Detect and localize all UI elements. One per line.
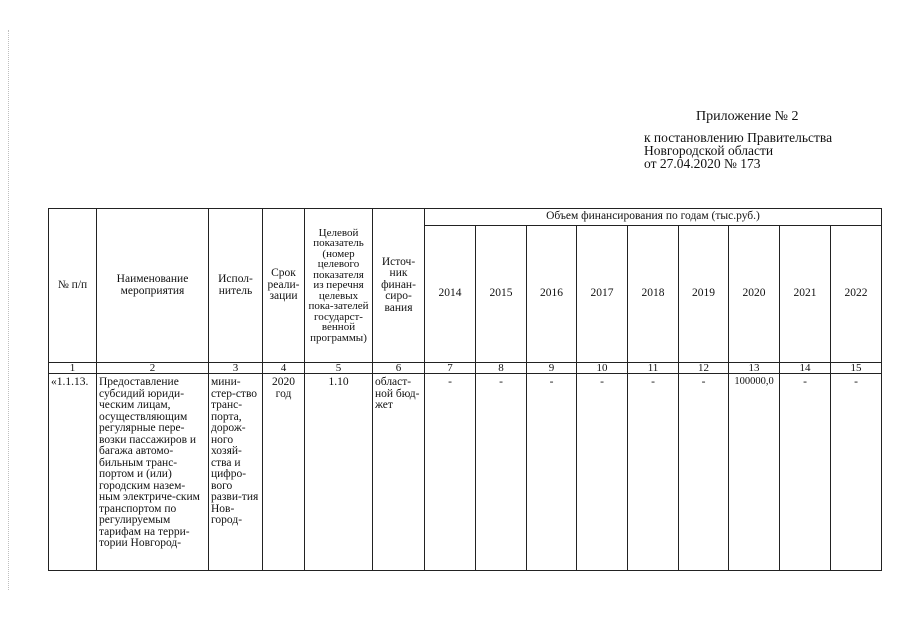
header-executor: Испол-нитель — [209, 209, 263, 363]
appendix-line-2: Новгородской области — [644, 143, 774, 158]
column-number: 2 — [97, 363, 209, 374]
header-year: 2016 — [527, 226, 577, 363]
scan-edge — [8, 30, 10, 590]
header-year: 2020 — [729, 226, 780, 363]
column-number: 9 — [527, 363, 577, 374]
row-target: 1.10 — [305, 374, 373, 571]
header-year: 2015 — [476, 226, 527, 363]
header-year: 2022 — [831, 226, 882, 363]
row-num: «1.1.13. — [49, 374, 97, 571]
table-row — [49, 374, 882, 571]
header-term: Срок реали-зации — [263, 209, 305, 363]
column-number: 14 — [780, 363, 831, 374]
column-number: 8 — [476, 363, 527, 374]
header-target: Целевой показатель (номер целевого показателя из перечня целевых пока-зателей государст-венной программы) — [305, 209, 373, 363]
funding-table — [48, 208, 882, 571]
header-funding: Объем финансирования по годам (тыс.руб.) — [425, 209, 882, 226]
column-number: 4 — [263, 363, 305, 374]
row-value: - — [780, 374, 831, 571]
column-number: 13 — [729, 363, 780, 374]
column-number: 6 — [373, 363, 425, 374]
row-value: 100000,0 — [729, 374, 780, 571]
column-number: 15 — [831, 363, 882, 374]
row-executor: мини-стер-ство транс-порта, дорож-ного хозяй-ства и цифро-вого разви-тия Нов-город- — [209, 374, 263, 571]
header-year: 2019 — [679, 226, 729, 363]
column-number: 7 — [425, 363, 476, 374]
row-name: Предоставление субсидий юриди-ческим лицам, осуществляющим регулярные пере-возки пассажиров и багажа автомо-бильным транс-портом и (или) городским назем-ным электриче-ским транспортом по регулируемым тарифам на терри-тории Новгород- — [97, 374, 209, 571]
row-value: - — [425, 374, 476, 571]
row-term: 2020 год — [263, 374, 305, 571]
header-source: Источ-ник финан-сиро-вания — [373, 209, 425, 363]
row-source: област-ной бюд-жет — [373, 374, 425, 571]
row-value: - — [628, 374, 679, 571]
column-number: 11 — [628, 363, 679, 374]
row-value: - — [527, 374, 577, 571]
column-number: 12 — [679, 363, 729, 374]
row-value: - — [831, 374, 882, 571]
row-value: - — [577, 374, 628, 571]
header-num: № п/п — [49, 209, 97, 363]
column-number: 3 — [209, 363, 263, 374]
header-year: 2014 — [425, 226, 476, 363]
row-value: - — [476, 374, 527, 571]
header-year: 2017 — [577, 226, 628, 363]
appendix-title: Приложение № 2 — [696, 109, 799, 124]
column-number: 1 — [49, 363, 97, 374]
appendix-line-3: от 27.04.2020 № 173 — [644, 156, 761, 171]
header-name: Наименование мероприятия — [97, 209, 209, 363]
appendix-header — [644, 110, 832, 170]
appendix-line-1: к постановлению Правительства — [644, 130, 833, 145]
row-value: - — [679, 374, 729, 571]
header-year: 2018 — [628, 226, 679, 363]
column-number: 10 — [577, 363, 628, 374]
header-year: 2021 — [780, 226, 831, 363]
column-number: 5 — [305, 363, 373, 374]
